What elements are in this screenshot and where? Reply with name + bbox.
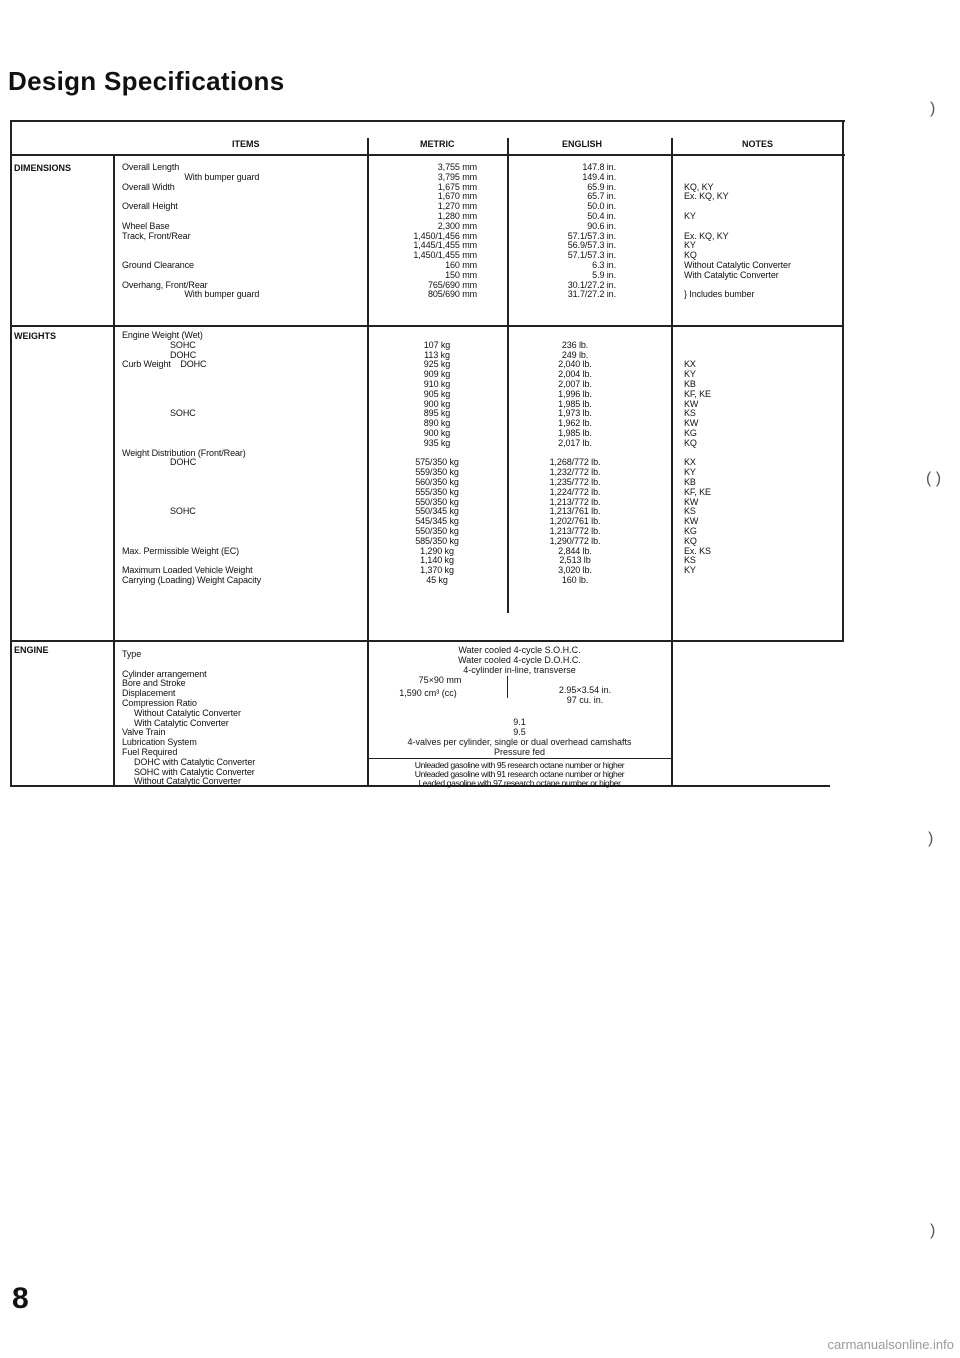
weights-items: [122, 331, 261, 586]
left-edge: [10, 120, 12, 785]
spec-line: [122, 488, 261, 498]
spec-line: 1,985 lb.: [558, 427, 592, 438]
spec-line: 900 kg: [423, 398, 451, 409]
spec-line: 2,513 lb: [559, 555, 591, 566]
spec-line: 1,973 lb.: [558, 408, 592, 419]
bore-stroke-english: 2.95×3.54 in.: [558, 685, 612, 695]
spec-line: Bore and Stroke: [122, 678, 186, 689]
spec-line: 550/350 kg: [415, 525, 459, 536]
spec-line: KS: [684, 408, 696, 419]
spec-line: 1,962 lb.: [558, 418, 592, 429]
spec-line: KQ: [684, 437, 697, 448]
spec-line: [684, 202, 791, 212]
spec-line: KW: [684, 496, 699, 507]
spec-line: 550/350 kg: [415, 496, 459, 507]
spec-line: 1,213/772 lb.: [549, 496, 601, 507]
spec-line: Without Catalytic Converter: [122, 707, 241, 718]
spec-line: 1,675 mm: [437, 181, 477, 192]
dimensions-items: [122, 163, 259, 300]
spec-line: KF, KE: [684, 388, 711, 399]
spec-line: Overall Width: [122, 181, 175, 192]
spec-line: KX: [684, 457, 696, 468]
spec-line: 31.7/27.2 in.: [567, 289, 616, 300]
bore-divider: [507, 676, 508, 698]
spec-line: KY: [684, 240, 696, 251]
english-divider: [507, 138, 509, 613]
spec-line: 3,795 mm: [437, 171, 477, 182]
engine-type-dohc: Water cooled 4-cycle D.O.H.C.: [458, 655, 581, 665]
spec-line: 1,140 kg: [420, 555, 454, 566]
spec-line: [122, 468, 261, 478]
weights-metric: [397, 331, 477, 586]
spec-line: 3,020 lb.: [558, 565, 592, 576]
spec-line: [122, 380, 261, 390]
spec-line: DOHC: [122, 457, 197, 468]
spec-line: [684, 341, 711, 351]
spec-line: With Catalytic Converter: [122, 717, 229, 728]
spec-line: KF, KE: [684, 486, 711, 497]
spec-line: DOHC with Catalytic Converter: [122, 756, 256, 767]
spec-line: 545/345 kg: [415, 516, 459, 527]
spec-line: Overall Length: [122, 162, 180, 172]
spec-line: 1,290 kg: [420, 545, 454, 556]
spec-line: 1,232/772 lb.: [549, 467, 601, 478]
spec-line: Weight Distribution (Front/Rear): [122, 447, 246, 458]
spec-line: SOHC with Catalytic Converter: [122, 766, 255, 777]
spec-line: 1,450/1,456 mm: [413, 230, 477, 241]
spec-line: 2,300 mm: [437, 220, 477, 231]
spec-line: 559/350 kg: [415, 467, 459, 478]
cylinder-arrangement: 4-cylinder in-line, transverse: [463, 665, 576, 675]
lubrication-system: Pressure fed: [493, 747, 546, 757]
scan-mark-3: ): [928, 830, 934, 847]
spec-line: KQ: [684, 250, 697, 261]
spec-line: [122, 517, 261, 527]
fuel-sohc-catalytic: Unleaded gasoline with 91 research octane number or higher: [414, 769, 625, 779]
bore-stroke-metric: 75×90 mm: [418, 675, 462, 685]
fuel-without-catalytic: Leaded gasoline with 97 research octane number or higher: [418, 778, 621, 788]
spec-line: Max. Permissible Weight (EC): [122, 545, 240, 556]
dimensions-metric: [397, 163, 477, 300]
header-notes: NOTES: [742, 139, 774, 149]
scan-mark-1: ): [930, 100, 936, 117]
section-dimensions: DIMENSIONS: [14, 163, 72, 173]
spec-line: [122, 241, 259, 251]
spec-line: 65.9 in.: [587, 181, 616, 192]
spec-line: Engine Weight (Wet): [122, 330, 203, 340]
spec-line: 900 kg: [423, 427, 451, 438]
spec-line: 6.3 in.: [592, 259, 616, 270]
spec-line: 5.9 in.: [592, 269, 616, 280]
spec-line: Without Catalytic Converter: [122, 776, 241, 787]
spec-line: 50.4 in.: [587, 210, 616, 221]
spec-line: 560/350 kg: [415, 476, 459, 487]
spec-line: 1,450/1,455 mm: [413, 250, 477, 261]
spec-line: KY: [684, 565, 696, 576]
spec-line: 107 kg: [423, 339, 451, 350]
spec-line: KW: [684, 516, 699, 527]
spec-line: KB: [684, 378, 696, 389]
spec-line: Displacement: [122, 688, 176, 699]
spec-line: 90.6 in.: [587, 220, 616, 231]
spec-line: KB: [684, 476, 696, 487]
spec-line: 805/690 mm: [427, 289, 477, 300]
displacement-english: 97 cu. in.: [566, 695, 604, 705]
weights-rule: [10, 325, 842, 327]
spec-line: Wheel Base: [122, 220, 170, 231]
spec-line: 2,017 lb.: [558, 437, 592, 448]
spec-line: 585/350 kg: [415, 535, 459, 546]
spec-line: 50.0 in.: [587, 201, 616, 212]
spec-line: Overhang, Front/Rear: [122, 279, 208, 290]
spec-line: 909 kg: [423, 369, 451, 380]
spec-line: 3,755 mm: [437, 162, 477, 172]
scan-mark-2: ( ): [926, 470, 942, 487]
spec-line: 1,202/761 lb.: [549, 516, 601, 527]
spec-line: 575/350 kg: [415, 457, 459, 468]
spec-line: KS: [684, 506, 696, 517]
table-top-rule: [10, 120, 845, 122]
spec-line: SOHC: [122, 408, 196, 419]
spec-line: 1,280 mm: [437, 210, 477, 221]
compression-with: 9.5: [513, 727, 526, 737]
spec-line: Ex. KS: [684, 545, 711, 556]
spec-line: [684, 576, 711, 586]
spec-line: Without Catalytic Converter: [684, 259, 791, 270]
page-title: Design Specifications: [8, 66, 285, 96]
spec-line: [684, 331, 711, 341]
header-metric: METRIC: [420, 139, 455, 149]
fuel-box-top: [368, 758, 671, 759]
spec-line: KX: [684, 359, 696, 370]
spec-line: 765/690 mm: [427, 279, 477, 290]
spec-line: 890 kg: [423, 418, 451, 429]
engine-type-sohc: Water cooled 4-cycle S.O.H.C.: [458, 645, 581, 655]
spec-line: 57.1/57.3 in.: [567, 230, 616, 241]
spec-line: KQ: [684, 535, 697, 546]
spec-line: DOHC: [122, 349, 197, 360]
spec-line: With bumper guard: [122, 171, 260, 182]
displacement-metric: 1,590 cm³ (cc): [399, 688, 457, 698]
spec-line: 2,040 lb.: [558, 359, 592, 370]
spec-line: 550/345 kg: [415, 506, 459, 517]
spec-line: 1,213/772 lb.: [549, 525, 601, 536]
spec-line: 910 kg: [423, 378, 451, 389]
scan-mark-4: ): [930, 1222, 936, 1239]
spec-line: 1,213/761 lb.: [549, 506, 601, 517]
dimensions-notes: [684, 163, 791, 300]
spec-line: 1,224/772 lb.: [549, 486, 601, 497]
spec-line: 65.7 in.: [587, 191, 616, 202]
spec-line: KG: [684, 525, 697, 536]
compression-without: 9.1: [513, 717, 526, 727]
section-weights: WEIGHTS: [14, 331, 56, 341]
spec-line: KW: [684, 398, 699, 409]
weights-english: [530, 331, 620, 586]
spec-line: 1,445/1,455 mm: [413, 240, 477, 251]
header-items: ITEMS: [232, 139, 260, 149]
spec-line: 895 kg: [423, 408, 451, 419]
spec-line: Compression Ratio: [122, 697, 197, 708]
spec-line: Track, Front/Rear: [122, 230, 191, 241]
spec-line: 147.8 in.: [582, 162, 616, 172]
spec-line: Ex. KQ, KY: [684, 230, 729, 241]
section-engine: ENGINE: [14, 645, 49, 655]
spec-line: 160 mm: [445, 259, 477, 270]
spec-line: Valve Train: [122, 727, 166, 738]
watermark: carmanualsonline.info: [827, 1337, 954, 1352]
header-rule: [10, 154, 845, 156]
spec-line: } Includes bumber: [684, 289, 755, 300]
engine-items: [122, 650, 255, 787]
page-number: 8: [12, 1282, 29, 1315]
spec-line: [122, 478, 261, 488]
spec-line: 555/350 kg: [415, 486, 459, 497]
spec-line: 1,370 kg: [420, 565, 454, 576]
spec-line: 150 mm: [445, 269, 477, 280]
spec-line: 2,844 lb.: [558, 545, 592, 556]
spec-line: 925 kg: [423, 359, 451, 370]
spec-line: 935 kg: [423, 437, 451, 448]
spec-line: KQ, KY: [684, 181, 714, 192]
spec-line: [122, 429, 261, 439]
spec-line: Carrying (Loading) Weight Capacity: [122, 574, 262, 585]
spec-line: 249 lb.: [561, 349, 589, 360]
header-english: ENGLISH: [562, 139, 603, 149]
spec-line: 1,985 lb.: [558, 398, 592, 409]
engine-rule: [10, 640, 842, 642]
right-edge: [842, 120, 844, 642]
spec-line: With bumper guard: [122, 289, 260, 300]
spec-line: KS: [684, 555, 696, 566]
spec-line: 160 lb.: [561, 574, 589, 585]
spec-line: [122, 370, 261, 380]
spec-line: 149.4 in.: [582, 171, 616, 182]
spec-line: Ground Clearance: [122, 259, 194, 270]
spec-line: 30.1/27.2 in.: [567, 279, 616, 290]
spec-line: KY: [684, 467, 696, 478]
spec-line: 45 kg: [426, 574, 448, 585]
spec-line: 1,996 lb.: [558, 388, 592, 399]
spec-line: With Catalytic Converter: [684, 269, 779, 280]
spec-line: Cylinder arrangement: [122, 668, 207, 679]
spec-line: Lubrication System: [122, 737, 197, 748]
spec-line: SOHC: [122, 339, 196, 350]
spec-line: KW: [684, 418, 699, 429]
spec-line: 1,235/772 lb.: [549, 476, 601, 487]
spec-line: 57.1/57.3 in.: [567, 250, 616, 261]
spec-line: 905 kg: [423, 388, 451, 399]
spec-line: 236 lb.: [561, 339, 589, 350]
spec-line: Maximum Loaded Vehicle Weight: [122, 565, 253, 576]
weights-notes: [684, 331, 711, 586]
spec-line: 1,670 mm: [437, 191, 477, 202]
spec-line: 56.9/57.3 in.: [567, 240, 616, 251]
spec-line: KY: [684, 369, 696, 380]
dimensions-english: [536, 163, 616, 300]
spec-line: 2,004 lb.: [558, 369, 592, 380]
spec-line: [122, 390, 261, 400]
spec-line: KG: [684, 427, 697, 438]
spec-line: Ex. KQ, KY: [684, 191, 729, 202]
spec-line: Fuel Required: [122, 746, 178, 757]
spec-line: 1,270 mm: [437, 201, 477, 212]
spec-line: Overall Height: [122, 201, 178, 212]
spec-line: [122, 419, 261, 429]
spec-line: [122, 527, 261, 537]
spec-line: 2,007 lb.: [558, 378, 592, 389]
spec-line: SOHC: [122, 506, 196, 517]
spec-line: Curb Weight DOHC: [122, 359, 207, 370]
valve-train: 4-valves per cylinder, single or dual overhead camshafts: [407, 737, 632, 747]
fuel-dohc-catalytic: Unleaded gasoline with 95 research octane number or higher: [414, 760, 625, 770]
spec-line: [684, 163, 791, 173]
spec-line: Type: [122, 649, 142, 659]
spec-line: 1,268/772 lb.: [549, 457, 601, 468]
spec-line: KY: [684, 210, 696, 221]
notes-divider: [671, 138, 673, 786]
items-divider: [113, 154, 115, 786]
spec-line: 113 kg: [424, 349, 450, 360]
spec-line: 1,290/772 lb.: [549, 535, 601, 546]
